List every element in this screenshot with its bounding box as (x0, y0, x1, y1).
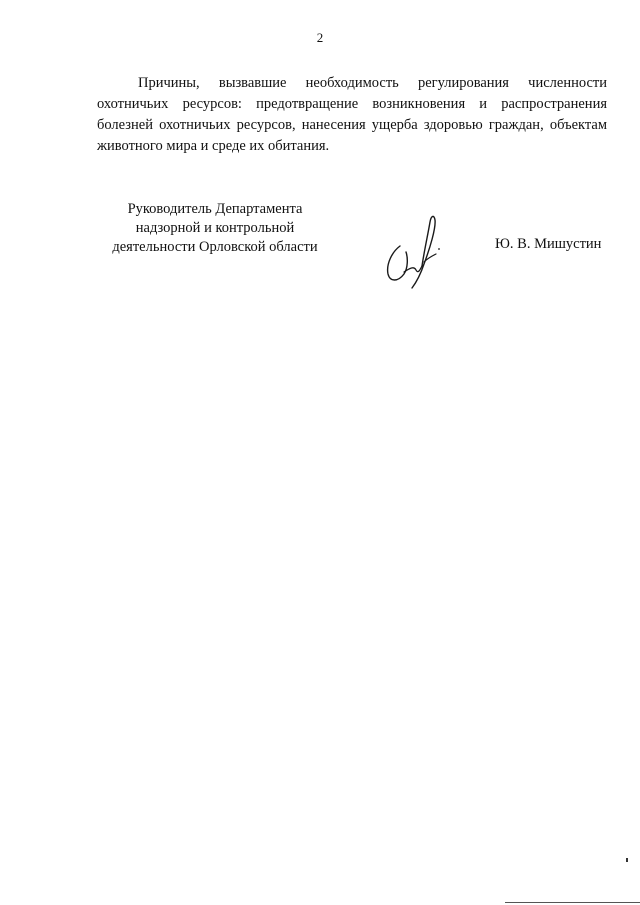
page-number: 2 (316, 30, 324, 45)
position-line-3: деятельности Орловской области (112, 239, 318, 255)
bottom-edge-line (505, 902, 640, 903)
signature-block (0, 200, 640, 290)
position-line-2: надзорной и контрольной (135, 220, 295, 236)
position-title (100, 200, 330, 257)
handwritten-signature (378, 208, 448, 290)
body-paragraph: Причины, вызвавшие необходимость регулирования численности охотничьих ресурсов: предотвращение возникновения и распространения болезней охотничьих ресурсов, нанесения ущерба здоровью граждан, объектам животного мира и среде их обитания. (97, 75, 607, 154)
position-line-1: Руководитель Департамента (127, 201, 303, 217)
signer-name: Ю. В. Мишустин (495, 236, 602, 252)
scan-mark (626, 858, 628, 862)
